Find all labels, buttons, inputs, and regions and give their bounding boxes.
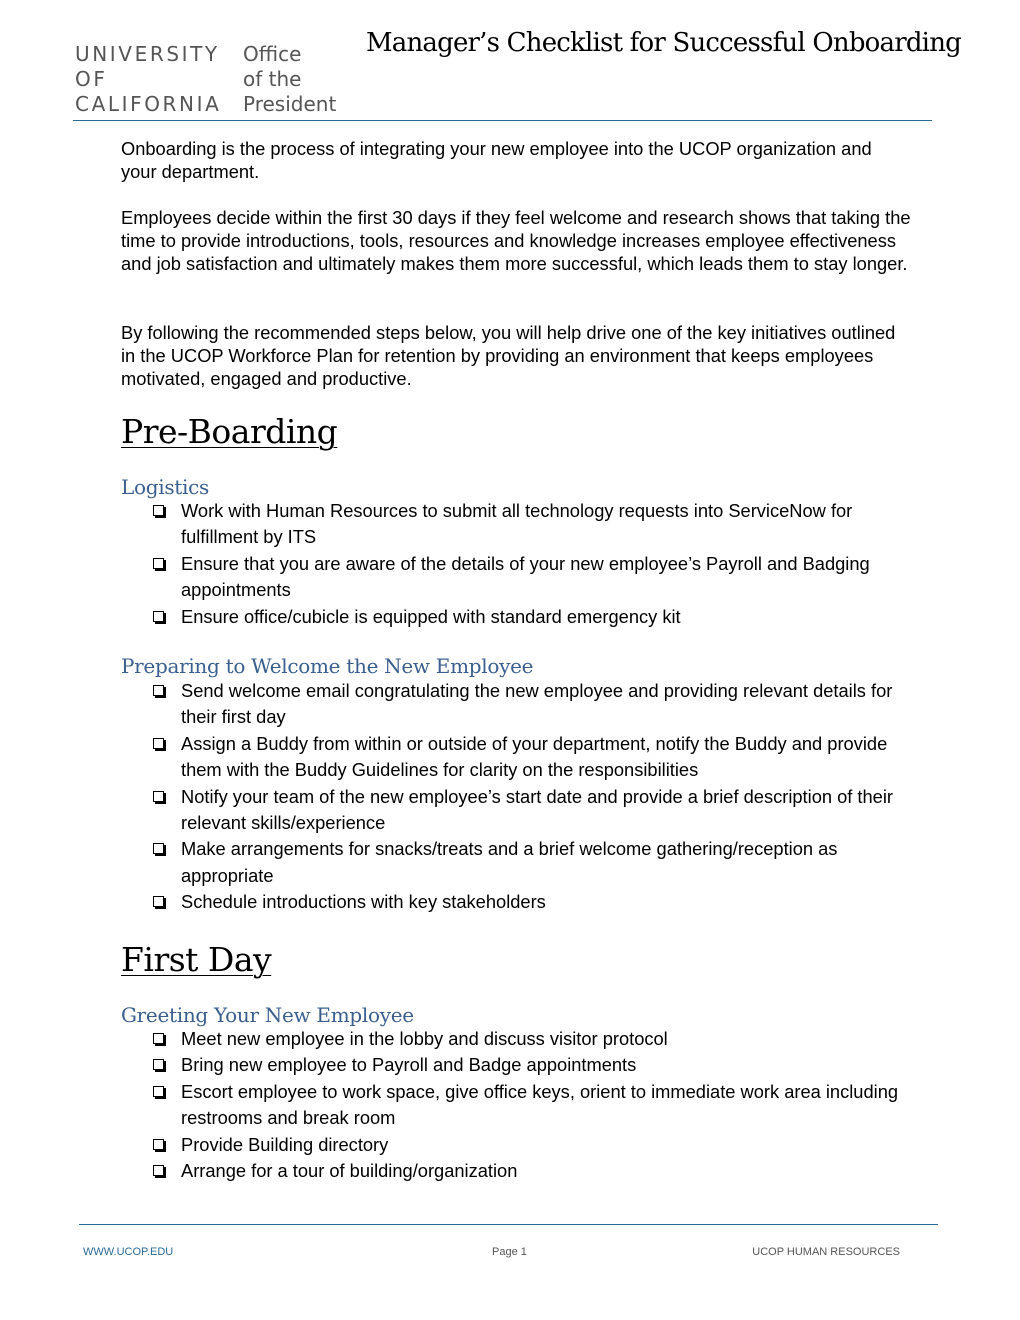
header-divider [73,120,932,121]
document-title: Manager’s Checklist for Successful Onboarding [365,28,961,58]
footer-department: UCOP HUMAN RESOURCES [752,1246,900,1258]
checkbox-icon[interactable] [153,738,164,749]
logo-text: OF [75,67,108,91]
footer-website-link[interactable]: WWW.UCOP.EDU [83,1246,174,1258]
checkbox-icon[interactable] [153,1033,164,1044]
intro-paragraph: Onboarding is the process of integrating your new employee into the UCOP organization and your department. [121,138,872,182]
checkbox-icon[interactable] [153,1139,164,1150]
checkbox-icon[interactable] [153,843,164,854]
item-text: Escort employee to work space, give office keys, orient to immediate work area including restrooms and break room [181,1080,899,1129]
checklist-item[interactable] [153,1132,913,1158]
item-text: Bring new employee to Payroll and Badge appointments [181,1054,637,1076]
checkbox-icon[interactable] [153,685,164,696]
checklist-item[interactable] [153,731,913,784]
checkbox-icon[interactable] [153,1165,164,1176]
item-text: Provide Building directory [181,1133,389,1155]
checklist-item[interactable] [153,889,913,915]
logo-text: CALIFORNIA [75,92,222,116]
subsection-heading: Logistics [121,475,209,499]
logo-text: Office [243,42,302,66]
subsection-heading: Greeting Your New Employee [121,1003,414,1027]
section-heading: Pre-Boarding [121,412,338,451]
item-text: Make arrangements for snacks/treats and a brief welcome gathering/reception as appropriate [181,838,838,886]
logo-text: President [243,92,337,116]
item-text: Ensure that you are aware of the details of your new employee’s Payroll and Badging appointments [181,552,870,601]
item-text: Meet new employee in the lobby and discuss visitor protocol [181,1028,668,1049]
checklist [153,498,913,630]
checklist-item[interactable] [153,604,913,630]
checkbox-icon[interactable] [153,611,164,622]
item-text: Arrange for a tour of building/organization [181,1160,518,1182]
item-text: Notify your team of the new employee’s start date and provide a brief description of their relevant skills/experience [181,785,893,834]
item-text: Send welcome email congratulating the new employee and providing relevant details for their first day [181,680,893,728]
checklist [153,1026,913,1184]
checklist-item[interactable] [153,1052,913,1078]
item-text: Ensure office/cubicle is equipped with standard emergency kit [181,605,681,627]
checklist-item[interactable] [153,1158,913,1184]
item-text: Schedule introductions with key stakeholders [181,891,546,913]
checkbox-icon[interactable] [153,558,164,569]
checklist [153,678,913,916]
intro-paragraph: Employees decide within the first 30 days if they feel welcome and research shows that taking the time to provide introductions, tools, resources and knowledge increases employee effectiveness and job satisfaction and ultimately makes them more successful, which leads them to stay longer. [121,207,911,274]
footer-page-number: Page 1 [492,1246,527,1258]
logo-text: UNIVERSITY [75,42,220,66]
checkbox-icon[interactable] [153,1086,164,1097]
item-text: Work with Human Resources to submit all technology requests into ServiceNow for fulfillment by ITS [181,500,853,548]
checklist-item[interactable] [153,784,913,837]
checklist-item[interactable] [153,836,913,889]
item-text: Assign a Buddy from within or outside of your department, notify the Buddy and provide them with the Buddy Guidelines for clarity on the responsibilities [181,732,888,781]
checkbox-icon[interactable] [153,505,164,516]
checklist-item[interactable] [153,678,913,731]
checkbox-icon[interactable] [153,791,164,802]
checklist-item[interactable] [153,1026,913,1052]
checkbox-icon[interactable] [153,1059,164,1070]
checklist-item[interactable] [153,551,913,604]
checkbox-icon[interactable] [153,896,164,907]
checklist-item[interactable] [153,498,913,551]
section-heading: First Day [121,940,272,979]
checklist-item[interactable] [153,1079,913,1132]
logo-text: of the [243,67,302,91]
subsection-heading: Preparing to Welcome the New Employee [121,654,534,678]
footer-divider [79,1224,938,1225]
intro-paragraph: By following the recommended steps below, you will help drive one of the key initiatives outlined in the UCOP Workforce Plan for retention by providing an environment that keeps employees motivated, engaged and productive. [121,322,896,389]
